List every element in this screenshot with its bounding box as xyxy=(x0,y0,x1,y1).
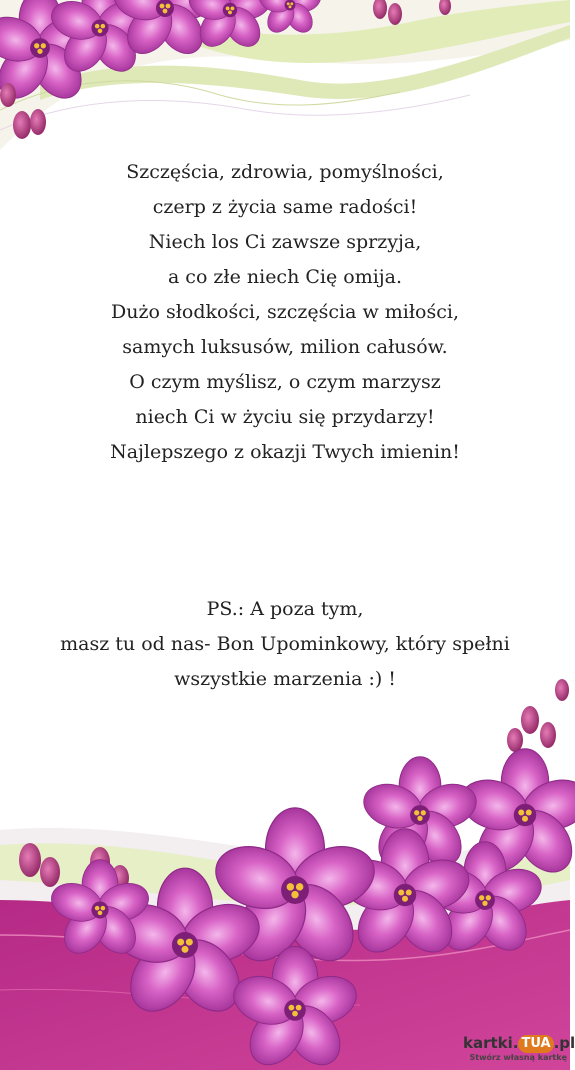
brand-tld: .pl xyxy=(553,1034,575,1052)
ps-line: PS.: A poza tym, xyxy=(206,598,364,620)
ps-line: masz tu od nas- Bon Upominkowy, który spełni xyxy=(60,633,510,655)
poem-line: Najlepszego z okazji Twych imienin! xyxy=(110,441,460,463)
poem-line: O czym myślisz, o czym marzysz xyxy=(129,371,441,393)
poem-line: Szczęścia, zdrowia, pomyślności, xyxy=(126,161,444,183)
poem-line: niech Ci w życiu się przydarzy! xyxy=(135,406,435,428)
poem-line: czerp z życia same radości! xyxy=(152,196,418,218)
poem-line: Dużo słodkości, szczęścia w miłości, xyxy=(111,301,459,323)
postscript xyxy=(0,592,570,697)
brand-logo[interactable] xyxy=(463,1033,575,1067)
ps-line: wszystkie marzenia :) ! xyxy=(174,668,396,690)
poem-line: a co złe niech Cię omija. xyxy=(167,266,403,288)
poem-line: Niech los Ci zawsze sprzyja, xyxy=(148,231,422,253)
brand-name: kartki. xyxy=(463,1034,519,1052)
poem xyxy=(0,155,570,470)
brand-tagline: Stwórz własną kartkę xyxy=(469,1053,567,1062)
brand-badge: TUA xyxy=(518,1035,553,1053)
poem-line: samych luksusów, milion całusów. xyxy=(122,336,448,358)
